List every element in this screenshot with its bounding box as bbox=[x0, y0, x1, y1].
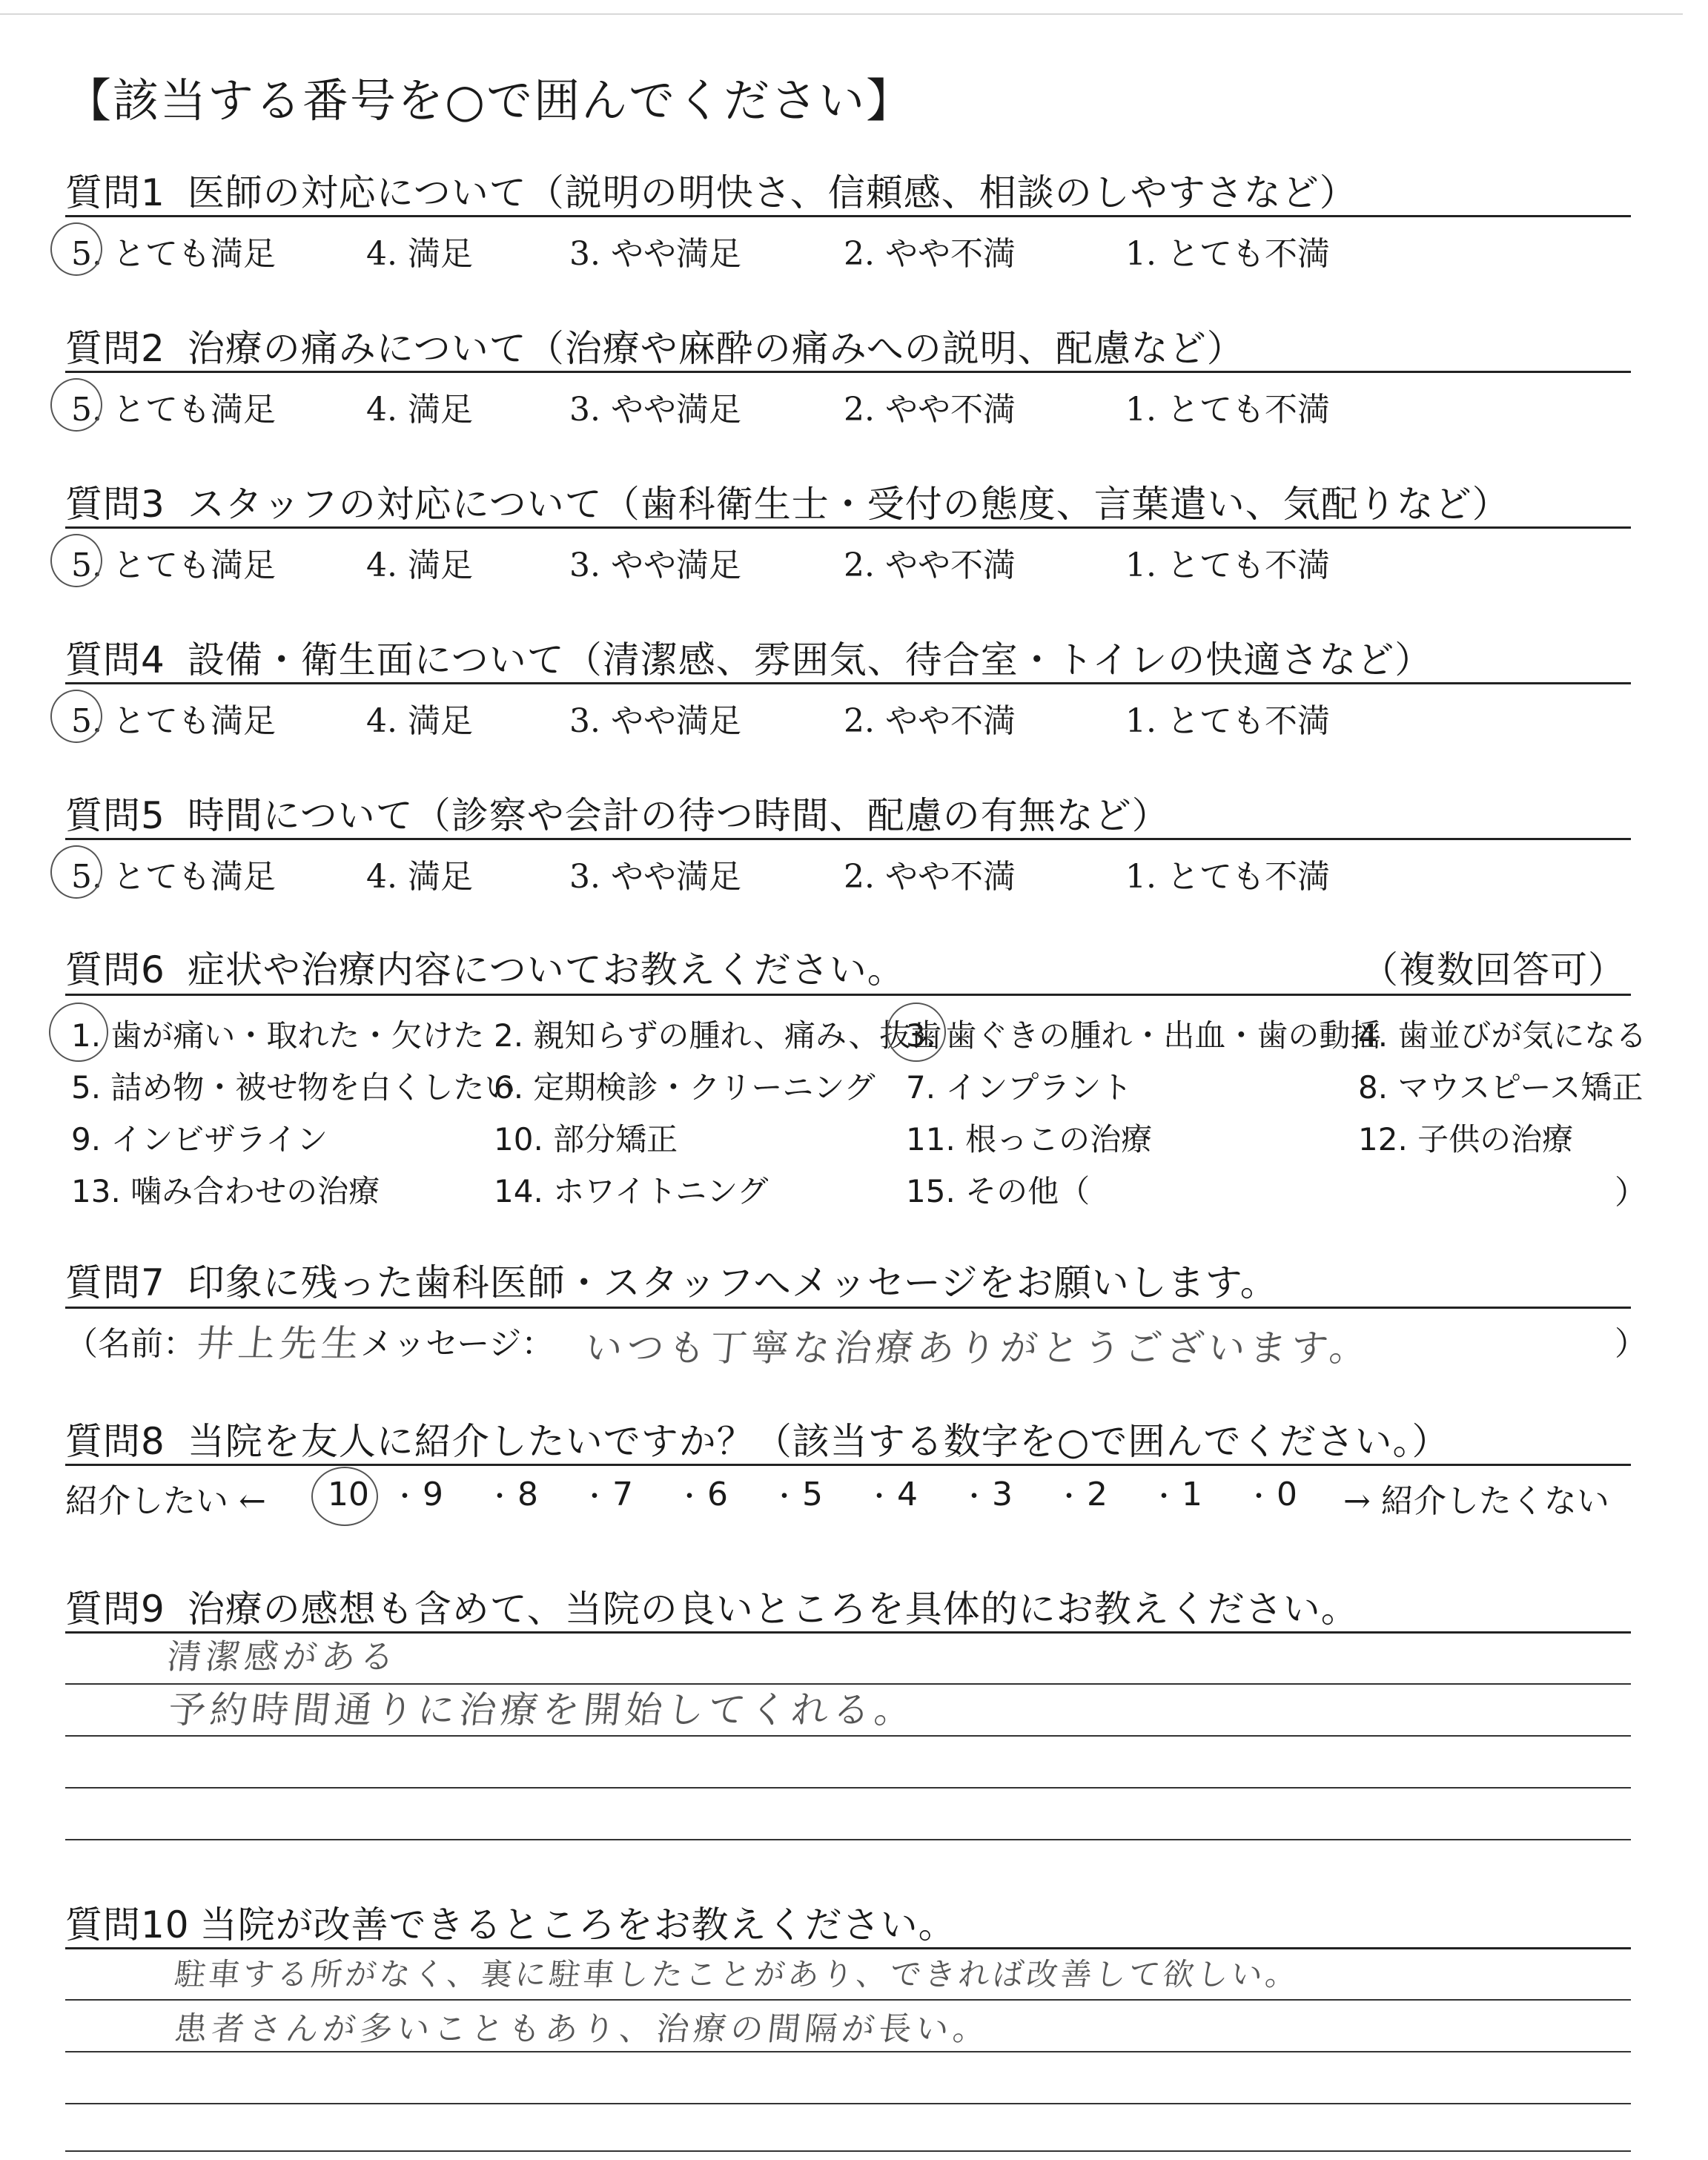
q3-text: スタッフの対応について（歯科衛生士・受付の態度、言葉遣い、気配りなど） bbox=[187, 483, 1510, 526]
q3-rule bbox=[65, 526, 1631, 529]
q9-line-4 bbox=[65, 1839, 1631, 1840]
form-instruction: 【該当する番号を○で囲んでください】 bbox=[65, 73, 914, 128]
q2-selection-circle bbox=[50, 378, 102, 432]
q10-line-1 bbox=[65, 1999, 1631, 2001]
q8-separator: ・ bbox=[771, 1482, 798, 1512]
q8-scale-4[interactable]: 4 bbox=[897, 1476, 918, 1513]
q7-text: 印象に残った歯科医師・スタッフへメッセージをお願いします。 bbox=[187, 1261, 1278, 1304]
q8-separator: ・ bbox=[676, 1482, 704, 1512]
q4-rule bbox=[65, 682, 1631, 684]
q8-number: 質問8 bbox=[65, 1420, 165, 1463]
q7-name-label: （名前： bbox=[65, 1325, 196, 1363]
q6-option-4[interactable]: 4. 歯並びが気になる bbox=[1358, 1017, 1647, 1054]
q6-option-10[interactable]: 10. 部分矯正 bbox=[494, 1121, 678, 1157]
q6-option-5[interactable]: 5. 詰め物・被せ物を白くしたい bbox=[71, 1069, 516, 1106]
q7-name-value: 井上先生 bbox=[194, 1322, 365, 1365]
q8-separator: ・ bbox=[961, 1482, 988, 1512]
q1-option-5[interactable]: 5. とても満足 bbox=[71, 235, 276, 273]
q9-answer-2: 予約時間通りに治療を開始してくれる。 bbox=[166, 1688, 918, 1731]
q9-number: 質問9 bbox=[65, 1588, 165, 1631]
q4-option-2[interactable]: 2. やや不満 bbox=[844, 702, 1016, 740]
q4-number: 質問4 bbox=[65, 638, 165, 681]
q3-selection-circle bbox=[50, 534, 102, 587]
q3-option-5[interactable]: 5. とても満足 bbox=[71, 546, 276, 584]
q6-option-1[interactable]: 1. 歯が痛い・取れた・欠けた bbox=[71, 1017, 485, 1054]
q2-number: 質問2 bbox=[65, 327, 165, 370]
q4-selection-circle bbox=[50, 690, 102, 743]
q8-scale-2[interactable]: 2 bbox=[1087, 1476, 1108, 1513]
q6-option-7[interactable]: 7. インプラント bbox=[906, 1069, 1133, 1106]
q8-scale-8[interactable]: 8 bbox=[517, 1476, 538, 1513]
q2-option-2[interactable]: 2. やや不満 bbox=[844, 391, 1016, 429]
q6-text: 症状や治療内容についてお教えください。 bbox=[187, 948, 905, 991]
q2-option-3[interactable]: 3. やや満足 bbox=[569, 391, 741, 429]
q8-scale-10[interactable]: 10 bbox=[328, 1476, 369, 1513]
q5-option-1[interactable]: 1. とても不満 bbox=[1125, 858, 1330, 896]
q1-title bbox=[65, 163, 1357, 217]
q8-selection-circle bbox=[311, 1467, 378, 1526]
q7-number: 質問7 bbox=[65, 1261, 165, 1304]
q8-scale-3[interactable]: 3 bbox=[992, 1476, 1013, 1513]
q3-title bbox=[65, 475, 1510, 528]
q8-scale-9[interactable]: 9 bbox=[423, 1476, 443, 1513]
q8-text: 当院を友人に紹介したいですか？（該当する数字を○で囲んでください。） bbox=[187, 1420, 1450, 1463]
q10-number: 質問10 bbox=[65, 1903, 190, 1946]
q8-title bbox=[65, 1412, 1449, 1465]
q4-option-4[interactable]: 4. 満足 bbox=[366, 702, 473, 740]
q8-left-label: 紹介したい ← bbox=[65, 1482, 266, 1520]
q5-option-4[interactable]: 4. 満足 bbox=[366, 858, 473, 896]
q9-text: 治療の感想も含めて、当院の良いところを具体的にお教えください。 bbox=[187, 1588, 1359, 1631]
q6-option-3[interactable]: 3. 歯ぐきの腫れ・出血・歯の動揺 bbox=[906, 1017, 1382, 1054]
q8-separator: ・ bbox=[486, 1482, 514, 1512]
q8-right-label: → 紹介したくない bbox=[1343, 1482, 1609, 1520]
q8-separator: ・ bbox=[391, 1482, 419, 1512]
q6-option-13[interactable]: 13. 噛み合わせの治療 bbox=[71, 1173, 380, 1209]
q4-option-5[interactable]: 5. とても満足 bbox=[71, 702, 276, 740]
q5-rule bbox=[65, 838, 1631, 840]
q1-selection-circle bbox=[50, 222, 102, 276]
q6-other-close: ） bbox=[1615, 1174, 1647, 1212]
q4-text: 設備・衛生面について（清潔感、雰囲気、待合室・トイレの快適さなど） bbox=[187, 638, 1433, 681]
q6-option-2[interactable]: 2. 親知らずの腫れ、痛み、抜歯 bbox=[494, 1017, 942, 1054]
q6-option-11[interactable]: 11. 根っこの治療 bbox=[906, 1121, 1153, 1157]
q7-message-value: いつも丁寧な治療ありがとうございます。 bbox=[583, 1327, 1374, 1370]
q6-option-9[interactable]: 9. インビザライン bbox=[71, 1121, 328, 1157]
q8-scale-6[interactable]: 6 bbox=[707, 1476, 728, 1513]
q5-option-3[interactable]: 3. やや満足 bbox=[569, 858, 741, 896]
q8-separator: ・ bbox=[581, 1482, 609, 1512]
q10-rule bbox=[65, 1947, 1631, 1949]
q6-selection-circle-3 bbox=[887, 1003, 946, 1062]
q10-line-3 bbox=[65, 2103, 1631, 2104]
q8-scale-0[interactable]: 0 bbox=[1277, 1476, 1297, 1513]
q1-option-1[interactable]: 1. とても不満 bbox=[1125, 235, 1330, 273]
q4-option-1[interactable]: 1. とても不満 bbox=[1125, 702, 1330, 740]
q5-option-5[interactable]: 5. とても満足 bbox=[71, 858, 276, 896]
q10-text: 当院が改善できるところをお教えください。 bbox=[199, 1903, 956, 1946]
q1-option-3[interactable]: 3. やや満足 bbox=[569, 235, 741, 273]
q10-line-4 bbox=[65, 2150, 1631, 2152]
q5-selection-circle bbox=[50, 845, 102, 899]
q7-message-label: メッセージ： bbox=[360, 1325, 555, 1363]
q5-number: 質問5 bbox=[65, 794, 165, 837]
q3-option-1[interactable]: 1. とても不満 bbox=[1125, 546, 1330, 584]
q6-option-14[interactable]: 14. ホワイトニング bbox=[494, 1173, 769, 1209]
q9-answer-1: 清潔感がある bbox=[165, 1636, 401, 1677]
q5-text: 時間について（診察や会計の待つ時間、配慮の有無など） bbox=[187, 794, 1170, 837]
q2-option-4[interactable]: 4. 満足 bbox=[366, 391, 473, 429]
q3-option-2[interactable]: 2. やや不満 bbox=[844, 546, 1016, 584]
q1-rule bbox=[65, 215, 1631, 217]
q10-answer-1: 駐車する所がなく、裏に駐車したことがあり、できれば改善して欲しい。 bbox=[173, 1956, 1302, 1992]
q6-option-8[interactable]: 8. マウスピース矯正 bbox=[1358, 1069, 1644, 1106]
q2-option-5[interactable]: 5. とても満足 bbox=[71, 391, 276, 429]
q8-rule bbox=[65, 1464, 1631, 1466]
q6-number: 質問6 bbox=[65, 948, 165, 991]
q4-title bbox=[65, 630, 1432, 684]
q8-scale-5[interactable]: 5 bbox=[802, 1476, 823, 1513]
q6-title bbox=[65, 940, 905, 994]
q9-line-3 bbox=[65, 1787, 1631, 1789]
q7-rule bbox=[65, 1307, 1631, 1309]
q1-number: 質問1 bbox=[65, 171, 165, 214]
q10-line-2 bbox=[65, 2051, 1631, 2052]
q10-answer-2: 患者さんが多いこともあり、治療の間隔が長い。 bbox=[172, 2010, 993, 2048]
q1-text: 医師の対応について（説明の明快さ、信頼感、相談のしやすさなど） bbox=[187, 171, 1357, 214]
q5-title bbox=[65, 786, 1170, 839]
q8-separator: ・ bbox=[1056, 1482, 1083, 1512]
q2-text: 治療の痛みについて（治療や麻酔の痛みへの説明、配慮など） bbox=[187, 327, 1245, 370]
q10-title bbox=[65, 1895, 956, 1949]
q2-title bbox=[65, 319, 1245, 372]
q6-selection-circle-1 bbox=[49, 1003, 108, 1062]
scan-edge bbox=[0, 13, 1683, 15]
q9-title bbox=[65, 1579, 1359, 1633]
q1-option-2[interactable]: 2. やや不満 bbox=[844, 235, 1016, 273]
q1-option-4[interactable]: 4. 満足 bbox=[366, 235, 473, 273]
q8-separator: ・ bbox=[1245, 1482, 1273, 1512]
q8-scale-1[interactable]: 1 bbox=[1182, 1476, 1202, 1513]
q7-title bbox=[65, 1253, 1278, 1307]
q8-separator: ・ bbox=[866, 1482, 893, 1512]
q9-line-2 bbox=[65, 1735, 1631, 1737]
q2-option-1[interactable]: 1. とても不満 bbox=[1125, 391, 1330, 429]
q7-close: ） bbox=[1615, 1325, 1647, 1363]
q2-rule bbox=[65, 371, 1631, 373]
q8-scale-7[interactable]: 7 bbox=[612, 1476, 633, 1513]
q6-option-12[interactable]: 12. 子供の治療 bbox=[1358, 1121, 1574, 1157]
q6-option-15[interactable]: 15. その他（ bbox=[906, 1173, 1090, 1209]
q4-option-3[interactable]: 3. やや満足 bbox=[569, 702, 741, 740]
q3-number: 質問3 bbox=[65, 483, 165, 526]
q6-rule bbox=[65, 994, 1631, 996]
q3-option-4[interactable]: 4. 満足 bbox=[366, 546, 473, 584]
q5-option-2[interactable]: 2. やや不満 bbox=[844, 858, 1016, 896]
q3-option-3[interactable]: 3. やや満足 bbox=[569, 546, 741, 584]
q6-option-6[interactable]: 6. 定期検診・クリーニング bbox=[494, 1069, 875, 1106]
q8-separator: ・ bbox=[1151, 1482, 1178, 1512]
q6-note: （複数回答可） bbox=[1361, 948, 1626, 991]
